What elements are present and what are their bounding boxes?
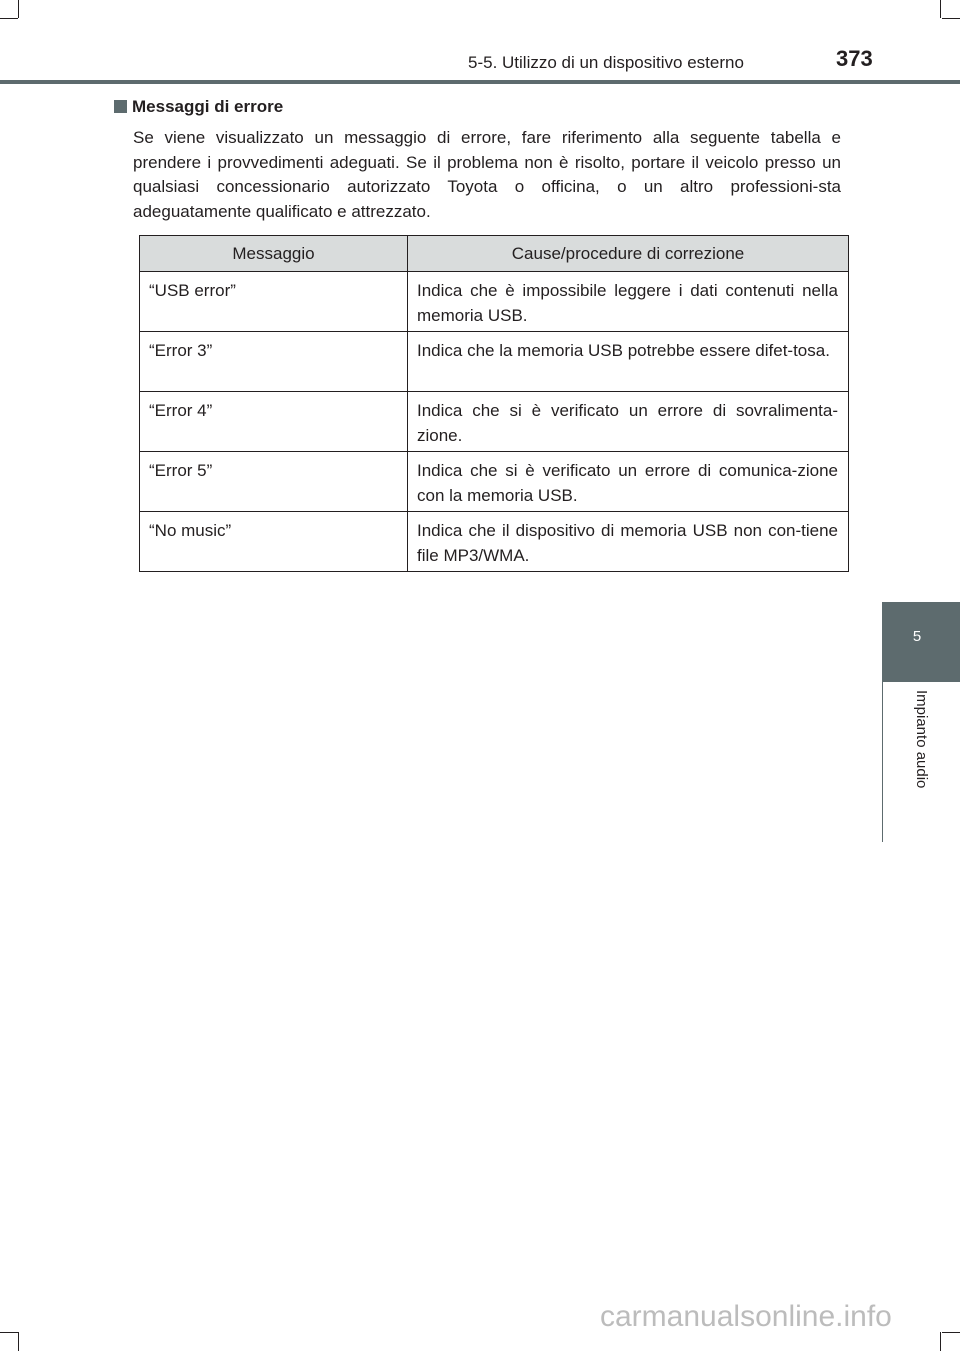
table-header-row — [140, 236, 849, 272]
message-cell: “No music” — [140, 512, 408, 572]
crop-mark — [940, 1332, 941, 1351]
table-row — [140, 332, 849, 392]
message-cell: “USB error” — [140, 272, 408, 332]
table-row — [140, 392, 849, 452]
cause-cell: Indica che la memoria USB potrebbe essere difet-tosa. — [408, 332, 849, 392]
column-header-cause: Cause/procedure di correzione — [408, 236, 849, 272]
table-row — [140, 452, 849, 512]
cause-cell: Indica che il dispositivo di memoria USB non con-tiene file MP3/WMA. — [408, 512, 849, 572]
crop-mark — [18, 1332, 19, 1351]
message-cell: “Error 4” — [140, 392, 408, 452]
message-cell: “Error 5” — [140, 452, 408, 512]
crop-mark — [0, 18, 18, 19]
message-cell: “Error 3” — [140, 332, 408, 392]
header-rule — [0, 80, 960, 84]
cause-cell: Indica che è impossibile leggere i dati contenuti nella memoria USB. — [408, 272, 849, 332]
chapter-tab — [882, 602, 960, 682]
cause-cell: Indica che si è verificato un errore di comunica-zione con la memoria USB. — [408, 452, 849, 512]
page-number: 373 — [836, 46, 873, 71]
table-row — [140, 272, 849, 332]
error-messages-table — [139, 235, 849, 572]
running-header: 5-5. Utilizzo di un dispositivo esterno — [468, 53, 744, 72]
square-bullet-icon — [114, 100, 127, 113]
cause-cell: Indica che si è verificato un errore di sovralimenta-zione. — [408, 392, 849, 452]
column-header-message: Messaggio — [140, 236, 408, 272]
chapter-number: 5 — [912, 628, 922, 645]
intro-paragraph: Se viene visualizzato un messaggio di errore, fare riferimento alla seguente tabella e prendere i provvedimenti adeguati. Se il problema non è risolto, portare il veicolo presso un qualsiasi concessionario autorizzato Toyota o officina, o un altro professioni-sta adeguatamente qualificato e attrezzato. — [133, 128, 841, 221]
crop-mark — [940, 0, 941, 18]
crop-mark — [942, 1332, 960, 1333]
crop-mark — [942, 18, 960, 19]
crop-mark — [18, 0, 19, 18]
section-heading — [114, 97, 283, 117]
table-row — [140, 512, 849, 572]
crop-mark — [0, 1332, 18, 1333]
watermark: carmanualsonline.info — [600, 1300, 892, 1333]
chapter-label: Impianto audio — [913, 690, 930, 789]
section-heading-text: Messaggi di errore — [132, 97, 284, 116]
